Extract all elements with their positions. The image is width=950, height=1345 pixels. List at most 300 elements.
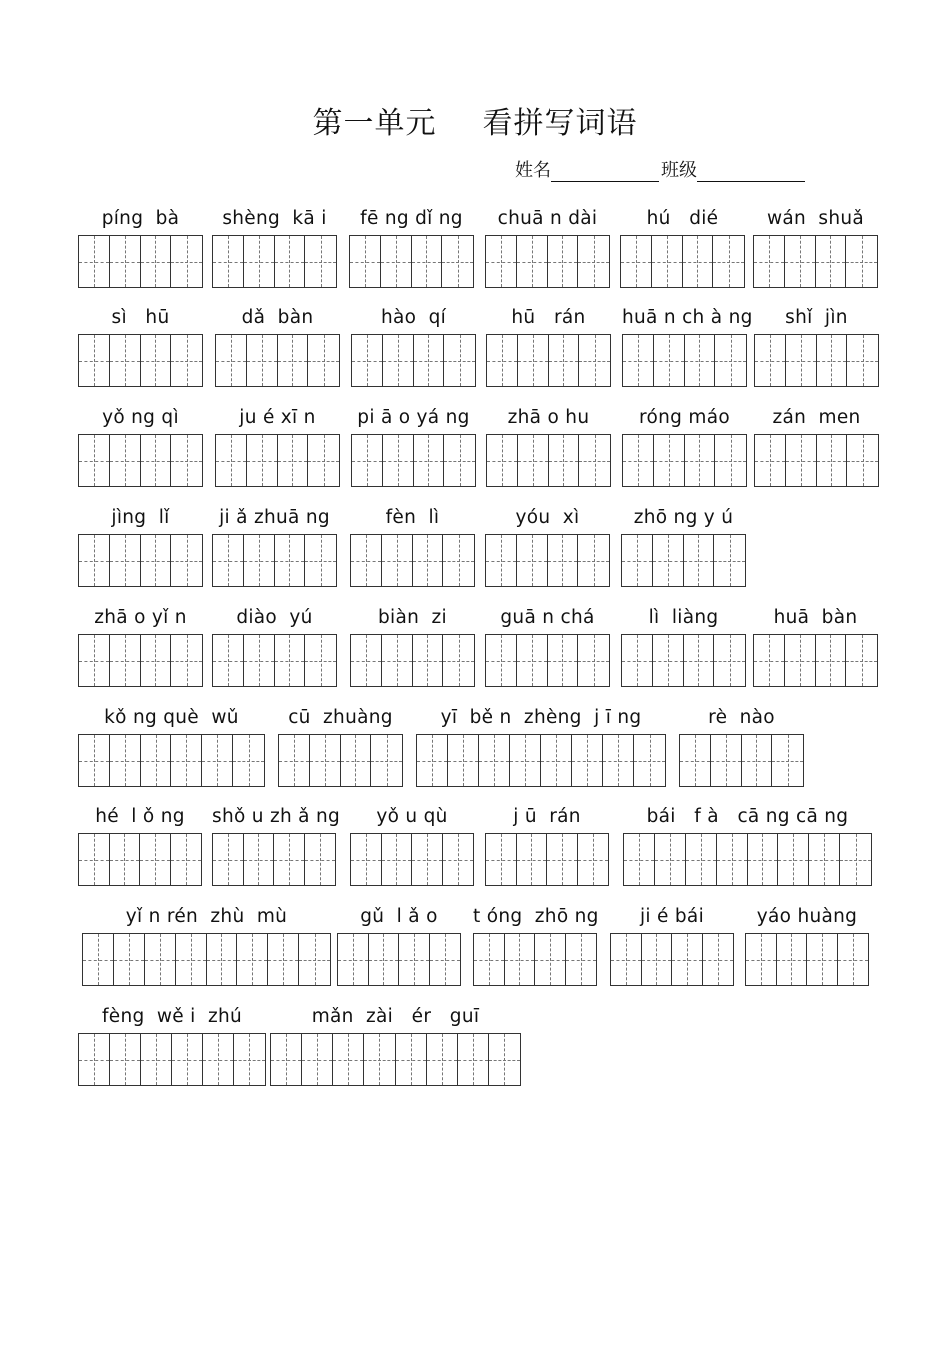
word-item [486, 307, 611, 389]
writing-cell[interactable] [305, 535, 336, 586]
writing-cell[interactable] [299, 934, 330, 985]
word-item [78, 1006, 266, 1088]
writing-cell[interactable] [686, 834, 717, 885]
pinyin-label: jìng lǐ [111, 507, 170, 528]
writing-cell[interactable] [548, 236, 579, 287]
writing-cell[interactable] [171, 635, 202, 686]
pinyin-label: hú dié [646, 208, 719, 229]
writing-cell[interactable] [350, 236, 381, 287]
writing-cell[interactable] [79, 834, 110, 885]
writing-cell[interactable] [213, 635, 244, 686]
writing-box[interactable] [350, 534, 475, 587]
writing-cell[interactable] [548, 535, 579, 586]
writing-cell[interactable] [809, 834, 840, 885]
word-item [212, 806, 341, 888]
writing-cell[interactable] [305, 834, 335, 885]
pinyin-label: shǒ u zh ǎ ng [212, 806, 341, 827]
writing-box[interactable] [351, 334, 476, 387]
pinyin-label: zán men [772, 407, 861, 428]
writing-cell[interactable] [652, 236, 683, 287]
writing-cell[interactable] [352, 435, 383, 486]
writing-cell[interactable] [141, 635, 172, 686]
writing-cell[interactable] [371, 735, 402, 786]
writing-cell[interactable] [489, 1034, 520, 1085]
writing-cell[interactable] [382, 535, 413, 586]
writing-cell[interactable] [271, 1034, 302, 1085]
writing-cell[interactable] [417, 735, 448, 786]
pinyin-label: píng bà [101, 208, 180, 229]
writing-cell[interactable] [110, 635, 141, 686]
writing-box[interactable] [351, 434, 476, 487]
writing-cell[interactable] [754, 635, 785, 686]
writing-box[interactable] [350, 634, 475, 687]
pinyin-label: fèng wě i zhú [101, 1006, 243, 1027]
writing-cell[interactable] [203, 1034, 234, 1085]
writing-cell[interactable] [141, 236, 172, 287]
writing-box[interactable] [621, 634, 746, 687]
writing-cell[interactable] [518, 335, 549, 386]
writing-cell[interactable] [172, 1034, 203, 1085]
writing-cell[interactable] [176, 934, 207, 985]
word-item [351, 407, 476, 489]
writing-cell[interactable] [777, 934, 808, 985]
word-item [623, 806, 872, 888]
writing-cell[interactable] [444, 435, 475, 486]
writing-cell[interactable] [623, 435, 654, 486]
word-item [78, 407, 203, 489]
word-item [212, 607, 337, 689]
word-item [621, 607, 746, 689]
writing-box[interactable] [485, 833, 609, 886]
writing-cell[interactable] [383, 435, 414, 486]
writing-box[interactable] [679, 734, 804, 787]
writing-cell[interactable] [234, 1034, 265, 1085]
writing-cell[interactable] [369, 934, 400, 985]
writing-cell[interactable] [237, 934, 268, 985]
writing-cell[interactable] [548, 635, 579, 686]
writing-cell[interactable] [578, 635, 609, 686]
writing-cell[interactable] [141, 435, 172, 486]
writing-box[interactable] [278, 734, 403, 787]
writing-box[interactable] [270, 1033, 521, 1086]
writing-cell[interactable] [714, 635, 745, 686]
writing-cell[interactable] [79, 435, 110, 486]
writing-cell[interactable] [786, 435, 817, 486]
pinyin-label: guā n chá [500, 607, 595, 628]
writing-cell[interactable] [622, 635, 653, 686]
writing-cell[interactable] [785, 635, 816, 686]
writing-cell[interactable] [275, 535, 306, 586]
writing-cell[interactable] [846, 236, 877, 287]
writing-cell[interactable] [654, 335, 685, 386]
writing-cell[interactable] [364, 1034, 395, 1085]
pinyin-label: yóu xì [515, 507, 580, 528]
writing-cell[interactable] [79, 735, 110, 786]
writing-box[interactable] [78, 634, 203, 687]
writing-cell[interactable] [171, 435, 202, 486]
writing-cell[interactable] [202, 735, 233, 786]
writing-box[interactable] [753, 634, 878, 687]
pinyin-label: fē ng dǐ ng [360, 208, 463, 229]
writing-cell[interactable] [623, 335, 654, 386]
writing-cell[interactable] [817, 435, 848, 486]
writing-cell[interactable] [279, 735, 310, 786]
writing-cell[interactable] [754, 236, 785, 287]
writing-cell[interactable] [444, 335, 475, 386]
unit-title: 第一单元 [312, 106, 437, 141]
writing-cell[interactable] [79, 535, 110, 586]
writing-cell[interactable] [110, 834, 141, 885]
writing-cell[interactable] [351, 635, 382, 686]
word-item [679, 707, 804, 789]
writing-box[interactable] [754, 434, 879, 487]
writing-cell[interactable] [278, 435, 309, 486]
word-item [351, 307, 476, 389]
writing-box[interactable] [78, 235, 203, 288]
word-item [337, 906, 461, 988]
writing-box[interactable] [622, 334, 747, 387]
pinyin-label: dǎ bàn [241, 307, 314, 328]
writing-cell[interactable] [110, 335, 141, 386]
word-item [78, 607, 203, 689]
writing-cell[interactable] [486, 236, 517, 287]
writing-cell[interactable] [634, 735, 665, 786]
writing-cell[interactable] [443, 834, 473, 885]
writing-cell[interactable] [207, 934, 238, 985]
writing-cell[interactable] [413, 535, 444, 586]
pinyin-label: pi ā o yá ng [357, 407, 470, 428]
writing-box[interactable] [485, 534, 610, 587]
writing-cell[interactable] [713, 236, 744, 287]
writing-box[interactable] [621, 534, 746, 587]
writing-cell[interactable] [351, 834, 382, 885]
writing-cell[interactable] [549, 435, 580, 486]
writing-cell[interactable] [684, 635, 715, 686]
pinyin-label: wán shuǎ [766, 208, 865, 229]
writing-cell[interactable] [275, 236, 306, 287]
writing-cell[interactable] [578, 236, 609, 287]
writing-cell[interactable] [755, 435, 786, 486]
writing-cell[interactable] [622, 535, 653, 586]
writing-cell[interactable] [399, 934, 430, 985]
writing-box[interactable] [485, 235, 610, 288]
writing-cell[interactable] [216, 435, 247, 486]
writing-cell[interactable] [566, 934, 596, 985]
writing-cell[interactable] [474, 934, 505, 985]
writing-cell[interactable] [171, 335, 202, 386]
writing-cell[interactable] [479, 735, 510, 786]
word-item [753, 208, 878, 290]
writing-cell[interactable] [79, 335, 110, 386]
writing-cell[interactable] [110, 236, 141, 287]
writing-cell[interactable] [578, 834, 608, 885]
writing-cell[interactable] [141, 335, 172, 386]
writing-cell[interactable] [772, 735, 803, 786]
word-item [485, 208, 610, 290]
writing-box[interactable] [78, 734, 265, 787]
writing-cell[interactable] [448, 735, 479, 786]
writing-cell[interactable] [308, 435, 339, 486]
writing-cell[interactable] [680, 735, 711, 786]
writing-cell[interactable] [110, 1034, 141, 1085]
writing-cell[interactable] [579, 335, 610, 386]
pinyin-label: yī bě n zhèng j ī ng [440, 707, 642, 728]
writing-cell[interactable] [505, 934, 536, 985]
writing-cell[interactable] [611, 934, 642, 985]
writing-cell[interactable] [816, 635, 847, 686]
writing-cell[interactable] [414, 435, 445, 486]
class-blank[interactable] [697, 161, 805, 182]
writing-cell[interactable] [517, 236, 548, 287]
writing-cell[interactable] [413, 635, 444, 686]
writing-cell[interactable] [244, 535, 275, 586]
writing-box[interactable] [78, 334, 203, 387]
writing-cell[interactable] [278, 335, 309, 386]
writing-box[interactable] [212, 634, 337, 687]
word-item [215, 307, 340, 389]
writing-box[interactable] [215, 334, 340, 387]
word-item [621, 507, 746, 589]
writing-cell[interactable] [412, 834, 443, 885]
writing-cell[interactable] [247, 435, 278, 486]
writing-cell[interactable] [305, 236, 336, 287]
writing-cell[interactable] [487, 335, 518, 386]
word-item [270, 1006, 521, 1088]
writing-cell[interactable] [786, 335, 817, 386]
writing-cell[interactable] [816, 236, 847, 287]
writing-cell[interactable] [141, 535, 172, 586]
writing-box[interactable] [485, 634, 610, 687]
writing-cell[interactable] [382, 834, 413, 885]
writing-cell[interactable] [655, 834, 686, 885]
writing-cell[interactable] [443, 635, 474, 686]
writing-box[interactable] [486, 434, 611, 487]
writing-cell[interactable] [683, 236, 714, 287]
writing-cell[interactable] [110, 435, 141, 486]
writing-cell[interactable] [603, 735, 634, 786]
writing-cell[interactable] [715, 335, 746, 386]
writing-cell[interactable] [213, 236, 244, 287]
writing-box[interactable] [78, 434, 203, 487]
word-item [745, 906, 869, 988]
writing-cell[interactable] [838, 934, 868, 985]
writing-cell[interactable] [653, 635, 684, 686]
writing-cell[interactable] [110, 735, 141, 786]
writing-box[interactable] [622, 434, 747, 487]
word-item [215, 407, 340, 489]
pinyin-label: fèn lì [385, 507, 440, 528]
writing-cell[interactable] [487, 435, 518, 486]
writing-cell[interactable] [351, 535, 382, 586]
writing-cell[interactable] [442, 236, 473, 287]
writing-cell[interactable] [517, 535, 548, 586]
student-info-line [515, 156, 807, 182]
pinyin-label: yáo huàng [756, 906, 858, 927]
writing-cell[interactable] [79, 236, 110, 287]
writing-cell[interactable] [412, 236, 443, 287]
writing-cell[interactable] [742, 735, 773, 786]
writing-cell[interactable] [427, 1034, 458, 1085]
writing-cell[interactable] [746, 934, 777, 985]
writing-cell[interactable] [547, 834, 578, 885]
writing-cell[interactable] [486, 635, 517, 686]
writing-cell[interactable] [338, 934, 369, 985]
writing-cell[interactable] [247, 335, 278, 386]
writing-cell[interactable] [653, 535, 684, 586]
writing-box[interactable] [78, 534, 203, 587]
writing-box[interactable] [486, 334, 611, 387]
word-item [485, 806, 609, 888]
writing-cell[interactable] [748, 834, 779, 885]
writing-cell[interactable] [414, 335, 445, 386]
pinyin-label: chuā n dài [497, 208, 598, 229]
writing-cell[interactable] [685, 335, 716, 386]
writing-cell[interactable] [840, 834, 871, 885]
writing-cell[interactable] [717, 834, 748, 885]
writing-cell[interactable] [624, 834, 655, 885]
writing-cell[interactable] [654, 435, 685, 486]
writing-cell[interactable] [381, 236, 412, 287]
writing-cell[interactable] [510, 735, 541, 786]
writing-cell[interactable] [715, 435, 746, 486]
writing-cell[interactable] [846, 635, 877, 686]
writing-cell[interactable] [541, 735, 572, 786]
writing-box[interactable] [78, 833, 202, 886]
name-blank[interactable] [551, 161, 659, 182]
writing-box[interactable] [620, 235, 745, 288]
word-item [486, 407, 611, 489]
writing-cell[interactable] [755, 335, 786, 386]
writing-box[interactable] [745, 933, 869, 986]
writing-cell[interactable] [171, 735, 202, 786]
writing-cell[interactable] [110, 535, 141, 586]
writing-cell[interactable] [171, 834, 201, 885]
writing-cell[interactable] [268, 934, 299, 985]
writing-box[interactable] [78, 1033, 266, 1086]
writing-cell[interactable] [486, 834, 517, 885]
writing-cell[interactable] [579, 435, 610, 486]
pinyin-label: yǒ u qù [376, 806, 448, 827]
writing-cell[interactable] [244, 236, 275, 287]
pinyin-label: ji é bái [639, 906, 705, 927]
writing-box[interactable] [212, 235, 337, 288]
writing-box[interactable] [212, 833, 336, 886]
writing-cell[interactable] [817, 335, 848, 386]
writing-cell[interactable] [145, 934, 176, 985]
writing-cell[interactable] [847, 335, 878, 386]
writing-cell[interactable] [549, 335, 580, 386]
writing-cell[interactable] [244, 635, 275, 686]
writing-cell[interactable] [114, 934, 145, 985]
writing-cell[interactable] [642, 934, 673, 985]
writing-cell[interactable] [274, 834, 305, 885]
writing-cell[interactable] [383, 335, 414, 386]
writing-box[interactable] [473, 933, 597, 986]
writing-cell[interactable] [216, 335, 247, 386]
pinyin-label: mǎn zài ér guī [311, 1006, 480, 1027]
pinyin-label: shèng kā i [222, 208, 327, 229]
writing-cell[interactable] [703, 934, 733, 985]
writing-box[interactable] [212, 534, 337, 587]
writing-cell[interactable] [807, 934, 838, 985]
writing-cell[interactable] [341, 735, 372, 786]
writing-cell[interactable] [83, 934, 114, 985]
writing-cell[interactable] [79, 1034, 110, 1085]
writing-cell[interactable] [714, 535, 745, 586]
writing-box[interactable] [610, 933, 734, 986]
writing-cell[interactable] [430, 934, 460, 985]
writing-cell[interactable] [685, 435, 716, 486]
writing-cell[interactable] [233, 735, 264, 786]
writing-cell[interactable] [305, 635, 336, 686]
writing-cell[interactable] [396, 1034, 427, 1085]
writing-cell[interactable] [79, 635, 110, 686]
word-item [754, 307, 879, 389]
writing-cell[interactable] [308, 335, 339, 386]
writing-cell[interactable] [684, 535, 715, 586]
word-item [610, 906, 734, 988]
worksheet-title [0, 98, 950, 142]
writing-cell[interactable] [171, 535, 202, 586]
writing-cell[interactable] [785, 236, 816, 287]
writing-cell[interactable] [578, 535, 609, 586]
pinyin-label: cū zhuàng [288, 707, 393, 728]
writing-cell[interactable] [535, 934, 566, 985]
pinyin-label: yǐ n rén zhù mù [125, 906, 288, 927]
writing-cell[interactable] [486, 535, 517, 586]
writing-box[interactable] [350, 833, 474, 886]
writing-cell[interactable] [517, 635, 548, 686]
writing-cell[interactable] [310, 735, 341, 786]
writing-cell[interactable] [244, 834, 275, 885]
writing-cell[interactable] [711, 735, 742, 786]
writing-cell[interactable] [171, 236, 202, 287]
writing-cell[interactable] [382, 635, 413, 686]
writing-box[interactable] [416, 734, 666, 787]
writing-box[interactable] [753, 235, 878, 288]
writing-cell[interactable] [302, 1034, 333, 1085]
writing-cell[interactable] [333, 1034, 364, 1085]
writing-box[interactable] [623, 833, 872, 886]
pinyin-label: shǐ jìn [785, 307, 848, 328]
writing-cell[interactable] [847, 435, 878, 486]
writing-cell[interactable] [275, 635, 306, 686]
writing-cell[interactable] [778, 834, 809, 885]
writing-box[interactable] [82, 933, 331, 986]
writing-box[interactable] [215, 434, 340, 487]
pinyin-label: zhō ng y ú [633, 507, 734, 528]
writing-cell[interactable] [352, 335, 383, 386]
writing-cell[interactable] [140, 834, 171, 885]
writing-cell[interactable] [213, 535, 244, 586]
pinyin-label: róng máo [639, 407, 730, 428]
writing-cell[interactable] [458, 1034, 489, 1085]
writing-box[interactable] [349, 235, 474, 288]
writing-box[interactable] [337, 933, 461, 986]
pinyin-label: lì liàng [648, 607, 719, 628]
writing-cell[interactable] [141, 1034, 172, 1085]
writing-cell[interactable] [213, 834, 244, 885]
word-item [485, 507, 610, 589]
writing-cell[interactable] [517, 834, 548, 885]
writing-cell[interactable] [672, 934, 703, 985]
writing-cell[interactable] [621, 236, 652, 287]
writing-cell[interactable] [141, 735, 172, 786]
writing-box[interactable] [754, 334, 879, 387]
writing-cell[interactable] [518, 435, 549, 486]
writing-cell[interactable] [572, 735, 603, 786]
writing-cell[interactable] [443, 535, 474, 586]
